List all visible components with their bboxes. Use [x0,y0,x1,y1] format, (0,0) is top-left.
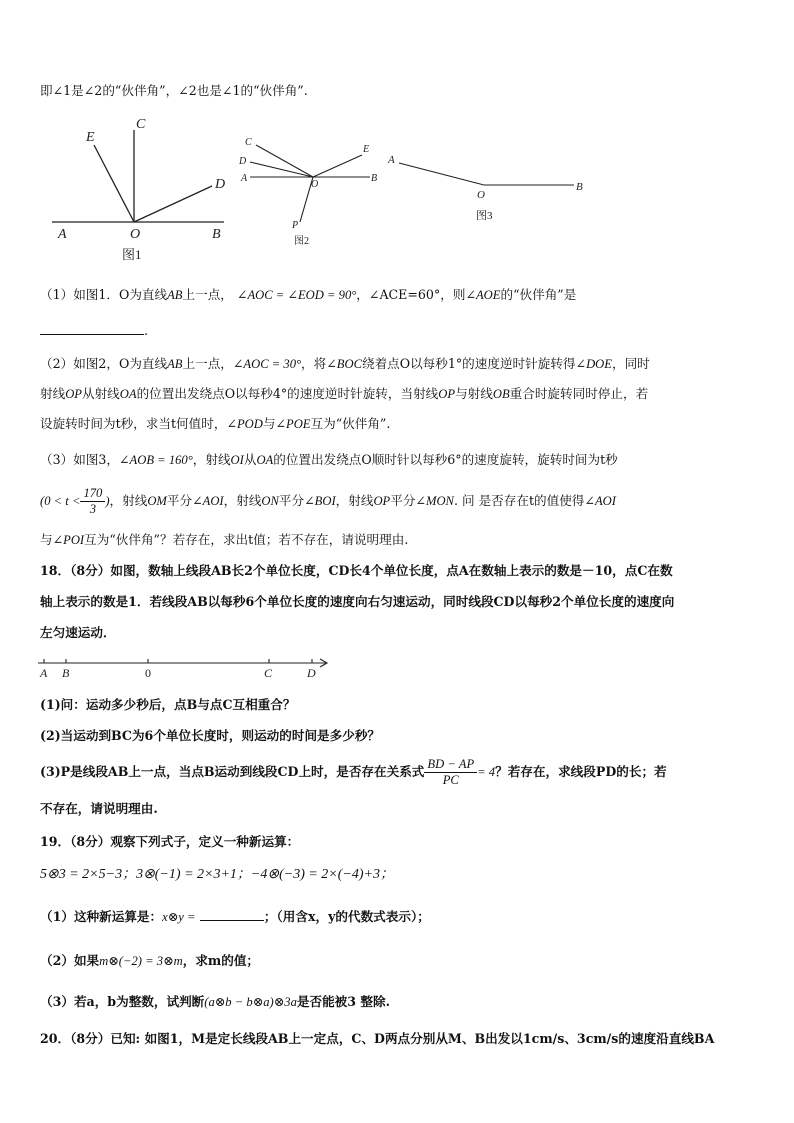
q18-question-1: (1)问：运动多少秒后，点B与点C互相重合？ [40,697,296,712]
fig2-caption: 图2 [294,236,309,247]
figure-1 [52,130,224,222]
numberline-label-c: C [264,666,273,680]
q20-stem: 20．（8分）已知: 如图1，M是定长线段AB上一定点，C、D两点分别从M、B出发以1cm/s、3cm/s的速度沿直线BA [40,1031,715,1046]
q17-part3-line1: （3）如图3，∠AOB = 160°，射线OI从OA的位置出发绕点O顺时针以每秒6°的速度旋转，旋转时间为t秒 [40,452,618,467]
fig2-label-a: A [241,173,248,184]
fig1-caption: 图1 [122,247,142,262]
q18-stem-line3: 左匀速运动． [40,625,116,640]
fig2-label-p: P [292,220,299,231]
q18-question-3: (3)P是线段AB上一点，当点B运动到线段CD上时，是否存在关系式 $\frac{BD - AP}{PC}$ = 4？若存在，求线段PD的长；若 [40,757,667,787]
fig1-ray-oe [94,145,134,222]
q18-question-3-line2: 不存在，请说明理由. [40,801,158,816]
q17-part3-line2: (0 < t < $\frac{170}{3}$ )，射线OM平分∠AOI，射线ON平分∠BOI，射线OP平分∠MON. 问 是否存在t的值使得∠AOI [40,486,616,516]
q17-part2-line2: 射线OP从射线OA的位置出发绕点O以每秒4°的速度逆时针旋转，当射线OP与射线OB重合时旋转同时停止，若 [40,386,649,401]
q18-stem-line2: 轴上表示的数是1．若线段AB以每秒6个单位长度的速度向右匀速运动，同时线段CD以每秒2个单位长度的速度向 [40,594,675,609]
fig3-label-o: O [477,189,485,201]
answer-blank[interactable] [40,334,144,335]
fig2-label-o: O [311,179,319,190]
fig2-ray-oc [256,145,313,177]
fig2-ray-oe [313,155,362,177]
q17-part2-line1: （2）如图2，O为直线AB上一点，∠AOC = 30°，将∠BOC绕着点O以每秒1°的速度逆时针旋转得∠DOE，同时 [40,356,650,371]
fig1-ray-od [134,186,212,222]
q17-part1: （1）如图1．O为直线AB上一点， ∠AOC = ∠EOD = 90°，∠ACE=60°，则∠AOE的“伙伴角”是 [40,287,577,302]
fig2-label-b: B [371,173,378,184]
numberline-label-d: D [307,666,316,680]
q17-part1-answer: . [40,322,760,340]
fig2-ray-od [250,162,313,177]
q19-part2: （2）如果m⊗(−2) = 3⊗m，求m的值； [40,953,260,968]
q18-stem-line1: 18．（8分）如图，数轴上线段AB长2个单位长度，CD长4个单位长度，点A在数轴上表示的数是－10，点C在数 [40,563,673,578]
figure-3 [399,163,574,185]
figure-row [0,110,794,270]
fig2-label-c: C [245,137,252,148]
fig3-label-a: A [388,154,395,166]
fig1-label-d: D [215,177,226,192]
fig1-label-c: C [136,117,146,132]
number-line [34,652,354,682]
answer-blank[interactable] [200,920,264,921]
numberline-label-a: A [40,666,48,680]
fig1-label-a: A [58,227,67,242]
fig3-ray-oa [399,163,484,185]
fig2-label-e: E [363,144,370,155]
figure-2 [250,145,370,222]
q19-stem: 19．（8分）观察下列式子，定义一种新运算： [40,834,300,849]
fig1-label-e: E [86,130,95,145]
q19-examples: 5⊗3 = 2×5−3；3⊗(−1) = 2×3+1；−4⊗(−3) = 2×(−4)+3； [40,867,394,882]
fig1-label-o: O [130,227,141,242]
fraction-bd-ap-pc: $\frac{BD - AP}{PC}$ [424,757,477,788]
fig1-label-b: B [212,227,221,242]
fig2-label-d: D [239,156,247,167]
q18-question-2: (2)当运动到BC为6个单位长度时，则运动的时间是多少秒？ [40,728,381,743]
fig3-label-b: B [576,181,583,193]
fig3-caption: 图3 [476,210,493,222]
q17-part3-line3: 与∠POI互为“伙伴角”？若存在，求出t值；若不存在，请说明理由. [40,532,409,547]
numberline-label-zero: 0 [145,666,151,680]
q19-part3: （3）若a，b为整数，试判断(a⊗b − b⊗a)⊗3a是否能被3 整除. [40,994,390,1009]
q19-part1: （1）这种新运算是：x⊗y = ；（用含x，y的代数式表示）； [40,909,430,924]
numberline-label-b: B [62,666,70,680]
fraction-170-3: $\frac{170}{3}$ [80,486,105,517]
q17-part2-line3: 设旋转时间为t秒，求当t何值时，∠POD与∠POE互为“伙伴角”. [40,416,391,431]
intro-text: 即∠1是∠2的“伙伴角”，∠2也是∠1的“伙伴角”. [40,83,308,98]
